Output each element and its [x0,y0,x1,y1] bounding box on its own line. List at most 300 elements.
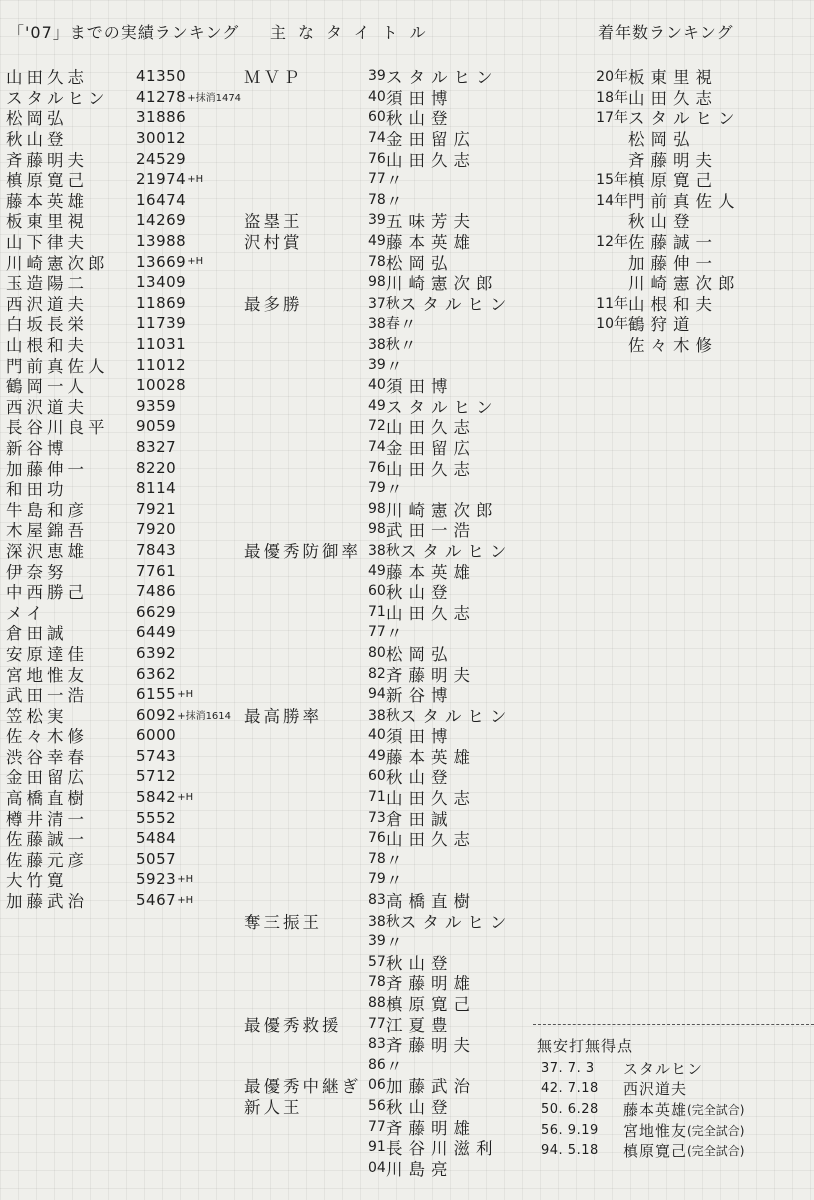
ranking-row [6,663,262,684]
ranking-name: 西沢道夫 [6,294,88,314]
no-hitter-row [541,1099,814,1120]
no-hitter-title: 無安打無得点 [537,1037,634,1055]
ranking-name: 牛島和彦 [6,500,88,520]
ranking-value: 6000 [136,726,177,745]
title-year: 56 [368,1097,386,1114]
career-row [588,334,808,355]
title-year: 57 [368,953,386,970]
title-row [244,869,594,890]
no-hitter-date: 50. 6.28 [541,1101,599,1117]
ranking-value: 7843 [136,540,177,559]
ranking-value: 7921 [136,499,177,518]
ranking-row [6,704,262,725]
ranking-note: +H [187,256,204,268]
ranking-name: スタルヒン [6,88,109,108]
title-holder: 〃 [399,336,423,356]
career-name: 板東里視 [628,68,718,88]
ranking-row [6,581,262,602]
title-holder: 斉藤明夫 [386,1036,476,1056]
title-row [244,807,594,828]
title-row [244,581,594,602]
title-year: 04 [368,1159,386,1176]
career-years: 17年 [596,110,628,127]
ranking-value: 13409 [136,273,187,292]
title-year: 77 [368,1015,386,1032]
ranking-row [6,375,262,396]
career-name: 鶴狩道 [628,315,696,335]
title-row [244,725,594,746]
ranking-name: 高橋直樹 [6,789,88,809]
no-hitter-box [533,1024,814,1161]
title-year: 74 [368,130,386,147]
title-row [244,910,594,931]
career-row [588,272,808,293]
title-holder: 江夏豊 [386,1015,454,1035]
ranking-value: 41278 [136,87,187,106]
title-year: 88 [368,995,386,1012]
ranking-value: 6629 [136,602,177,621]
ranking-note: +抹消1614 [177,711,232,723]
ranking-value: 6449 [136,623,177,642]
title-holder: 秋山登 [386,953,454,973]
title-row [244,540,594,561]
title-category: 最多勝 [244,294,303,314]
title-holder: 〃 [386,171,409,191]
title-year: 76 [368,830,386,847]
title-year: 76 [368,459,386,476]
ranking-row [6,148,262,169]
title-year: 38秋 [368,542,400,559]
ranking-row [6,251,262,272]
ranking-row [6,87,262,108]
career-name: 山田久志 [628,88,718,108]
career-years: 11年 [596,295,628,312]
no-hitter-row [541,1140,814,1161]
title-holder: 〃 [399,315,423,335]
ranking-name: 斉藤明夫 [6,150,88,170]
title-holder: 斉藤明雄 [386,1118,476,1138]
no-hitter-note: (完全試合) [687,1144,745,1159]
title-row [244,251,594,272]
ranking-name: 伊奈努 [6,562,68,582]
title-row [244,519,594,540]
title-year: 78 [368,850,386,867]
title-row [244,746,594,767]
title-row [244,107,594,128]
career-row [588,251,808,272]
ranking-row [6,766,262,787]
title-holder: 〃 [386,871,409,891]
ranking-row [6,272,262,293]
ranking-row [6,437,262,458]
career-row [588,231,808,252]
ranking-value: 31886 [136,108,187,127]
career-row [588,87,808,108]
ranking-row [6,498,262,519]
title-holder: 〃 [386,1056,409,1076]
no-hitter-row [541,1058,814,1079]
title-holder: 高橋直樹 [386,892,476,912]
title-holder: 斉藤明雄 [386,974,476,994]
ranking-value: 5467 [136,891,177,910]
title-row [244,169,594,190]
ranking-name: 槙原寛己 [6,171,88,191]
career-name: 槙原寛己 [628,171,718,191]
title-holder: 秋山登 [386,1097,454,1117]
title-year: 72 [368,418,386,435]
no-hitter-row [541,1120,814,1141]
ranking-value: 11869 [136,293,187,312]
career-name: 川崎憲次郎 [628,274,741,294]
title-row [244,643,594,664]
title-holder: 川崎憲次郎 [386,500,499,520]
career-years-list [588,66,808,354]
ranking-value: 8220 [136,458,177,477]
title-category: 最優秀中継ぎ [244,1077,361,1097]
ranking-row [6,334,262,355]
title-row [244,437,594,458]
titles-header: 主なタイトル [270,23,438,42]
ranking-name: 山根和夫 [6,336,88,356]
ranking-value: 8327 [136,437,177,456]
career-row [588,293,808,314]
title-category: 最高勝率 [244,706,322,726]
ranking-name: 西沢道夫 [6,397,88,417]
title-year: 60 [368,768,386,785]
title-holder: スタルヒン [399,912,513,932]
ranking-name: 中西勝己 [6,583,88,603]
ranking-row [6,849,262,870]
ranking-name: 金田留広 [6,768,88,788]
no-hitter-date: 56. 9.19 [541,1122,599,1138]
ranking-row [6,107,262,128]
title-year: 49 [368,562,386,579]
title-row [244,190,594,211]
title-holder: 藤本英雄 [386,747,476,767]
title-year: 86 [368,1056,386,1073]
ranking-name: 藤本英雄 [6,191,88,211]
ranking-value: 24529 [136,149,187,168]
no-hitter-name: 槙原寛己 [623,1142,688,1161]
title-year: 40 [368,727,386,744]
ranking-name: 安原達佳 [6,644,88,664]
ranking-value: 21974 [136,170,187,189]
title-row [244,952,594,973]
title-year: 83 [368,1036,386,1053]
ranking-value: 5552 [136,808,177,827]
title-row [244,148,594,169]
ranking-value: 6392 [136,643,177,662]
ranking-name: 川崎憲次郎 [6,253,109,273]
title-row [244,560,594,581]
title-holder: 山田久志 [386,830,476,850]
title-year: 76 [368,150,386,167]
title-category: 奪三振王 [244,912,322,932]
ranking-name: 加藤武治 [6,892,88,912]
title-holder: 五味芳夫 [386,212,476,232]
title-year: 38春 [368,316,400,333]
ranking-value: 5923 [136,870,177,889]
title-row [244,684,594,705]
ranking-row [6,725,262,746]
ranking-note: +H [177,873,194,885]
title-holder: 金田留広 [386,438,476,458]
ranking-row [6,890,262,911]
career-name: 山根和夫 [628,294,718,314]
title-year: 71 [368,603,386,620]
title-row [244,972,594,993]
no-hitter-name: 西沢道夫 [623,1080,688,1099]
title-row [244,993,594,1014]
ranking-row [6,684,262,705]
ranking-name: 鶴岡一人 [6,377,88,397]
ranking-note: +H [177,791,194,803]
ranking-value: 5057 [136,849,177,868]
title-row [244,293,594,314]
title-year: 38秋 [368,337,400,354]
ranking-name: 佐藤誠一 [6,830,88,850]
title-year: 77 [368,1118,386,1135]
title-category: 新人王 [244,1097,303,1117]
title-row [244,128,594,149]
title-holder: 斉藤明夫 [386,665,476,685]
title-year: 79 [368,480,386,497]
ranking-row [6,622,262,643]
title-row [244,478,594,499]
ranking-value: 13988 [136,232,187,251]
title-holder: スタルヒン [386,397,499,417]
ranking-row [6,601,262,622]
title-row [244,354,594,375]
title-year: 71 [368,789,386,806]
career-years: 12年 [596,234,628,251]
ranking-value: 8114 [136,479,177,498]
ranking-note: +H [177,894,194,906]
ranking-row [6,313,262,334]
title-row [244,272,594,293]
title-year: 38秋 [368,913,400,930]
title-row [244,210,594,231]
ranking-value: 6092 [136,705,177,724]
ranking-value: 9059 [136,417,177,436]
ranking-value: 6362 [136,664,177,683]
no-hitter-row [541,1079,814,1100]
title-holder: 〃 [386,850,409,870]
ranking-row [6,396,262,417]
title-year: 39 [368,356,386,373]
title-year: 83 [368,892,386,909]
ranking-row [6,416,262,437]
ranking-name: 佐々木修 [6,727,88,747]
no-hitter-date: 37. 7. 3 [541,1060,595,1076]
ranking-value: 7761 [136,561,177,580]
title-row [244,334,594,355]
ranking-name: 大竹寛 [6,871,68,891]
ranking-name: 板東里視 [6,212,88,232]
title-row [244,931,594,952]
titles-list [244,66,594,1178]
title-row [244,766,594,787]
title-holder: 〃 [386,480,409,500]
ranking-row [6,540,262,561]
ranking-row [6,828,262,849]
title-row [244,663,594,684]
ranking-row [6,354,262,375]
ranking-value: 5743 [136,746,177,765]
ranking-row [6,457,262,478]
title-row [244,601,594,622]
ranking-name: 白坂長栄 [6,315,88,335]
career-years: 20年 [596,69,628,86]
career-row [588,128,808,149]
ranking-note: +H [187,173,204,185]
career-years-header: 着年数ランキング [598,23,734,42]
title-holder: 山田久志 [386,459,476,479]
title-holder: 秋山登 [386,768,454,788]
career-name: 加藤伸一 [628,253,718,273]
title-holder: 松岡弘 [386,644,454,664]
title-holder: スタルヒン [399,294,513,314]
title-holder: 山田久志 [386,603,476,623]
title-holder: 藤本英雄 [386,233,476,253]
title-year: 49 [368,397,386,414]
title-holder: 〃 [386,624,409,644]
title-year: 98 [368,274,386,291]
career-row [588,66,808,87]
title-holder: 須田博 [386,377,454,397]
ranking-list [6,66,262,910]
title-row [244,457,594,478]
ranking-value: 11031 [136,335,187,354]
title-holder: スタルヒン [386,68,499,88]
career-name: 秋山登 [628,212,696,232]
ranking-value: 13669 [136,252,187,271]
ranking-name: 加藤伸一 [6,459,88,479]
ranking-name: 深沢恵雄 [6,541,88,561]
title-row [244,622,594,643]
title-category: ＭＶＰ [244,68,303,88]
title-year: 37秋 [368,295,400,312]
no-hitter-date: 94. 5.18 [541,1143,599,1159]
ranking-value: 7920 [136,520,177,539]
title-holder: 長谷川滋利 [386,1139,499,1159]
title-holder: 新谷博 [386,686,454,706]
ranking-row [6,519,262,540]
ranking-name: 木屋錦吾 [6,521,88,541]
title-category: 最優秀防御率 [244,541,361,561]
ranking-name: 佐藤元彦 [6,850,88,870]
no-hitter-name: 藤本英雄 [623,1100,688,1119]
ranking-note: +H [177,688,194,700]
title-year: 79 [368,871,386,888]
career-row [588,169,808,190]
no-hitter-name: スタルヒン [623,1059,704,1078]
title-holder: 川崎憲次郎 [386,274,499,294]
ranking-name: 倉田誠 [6,624,68,644]
title-year: 94 [368,686,386,703]
title-row [244,396,594,417]
ranking-row [6,190,262,211]
title-year: 49 [368,747,386,764]
title-row [244,828,594,849]
title-row [244,416,594,437]
title-row [244,890,594,911]
ranking-value: 41350 [136,67,187,86]
ranking-row [6,231,262,252]
career-years: 10年 [596,316,628,333]
career-years: 14年 [596,192,628,209]
title-row [244,787,594,808]
title-year: 39 [368,933,386,950]
title-row [244,87,594,108]
ranking-row [6,807,262,828]
title-holder: 川島亮 [386,1159,454,1179]
title-holder: 〃 [386,933,409,953]
title-year: 80 [368,644,386,661]
ranking-row [6,869,262,890]
title-category: 盗塁王 [244,212,303,232]
title-year: 78 [368,191,386,208]
no-hitter-note: (完全試合) [687,1102,745,1117]
ranking-value: 30012 [136,129,187,148]
title-holder: 金田留広 [386,130,476,150]
career-name: 佐々木修 [628,336,718,356]
ranking-value: 11012 [136,355,187,374]
career-row [588,210,808,231]
title-year: 40 [368,377,386,394]
title-year: 60 [368,109,386,126]
title-row [244,849,594,870]
title-holder: 武田一浩 [386,521,476,541]
title-row [244,313,594,334]
ranking-row [6,478,262,499]
no-hitter-date: 42. 7.18 [541,1081,599,1097]
title-year: 78 [368,974,386,991]
career-row [588,190,808,211]
ranking-name: 長谷川良平 [6,418,109,438]
ranking-name: 笠松実 [6,706,68,726]
title-row [244,231,594,252]
ranking-name: 宮地惟友 [6,665,88,685]
title-holder: 〃 [386,191,409,211]
career-years: 15年 [596,172,628,189]
ranking-name: 門前真佐人 [6,356,109,376]
ranking-value: 16474 [136,190,187,209]
ranking-row [6,169,262,190]
title-holder: スタルヒン [399,541,513,561]
title-year: 91 [368,1139,386,1156]
no-hitter-note: (完全試合) [687,1123,745,1138]
ranking-name: 松岡弘 [6,109,68,129]
career-row [588,313,808,334]
title-row [244,66,594,87]
title-holder: 加藤武治 [386,1077,476,1097]
title-holder: 秋山登 [386,109,454,129]
title-year: 77 [368,171,386,188]
ranking-row [6,787,262,808]
title-holder: 山田久志 [386,150,476,170]
career-years: 18年 [596,89,628,106]
title-category: 沢村賞 [244,233,303,253]
ranking-row [6,66,262,87]
ranking-value: 5712 [136,767,177,786]
career-row [588,107,808,128]
career-row [588,148,808,169]
title-row [244,498,594,519]
ranking-name: 和田功 [6,480,68,500]
title-holder: 須田博 [386,88,454,108]
title-year: 06 [368,1077,386,1094]
